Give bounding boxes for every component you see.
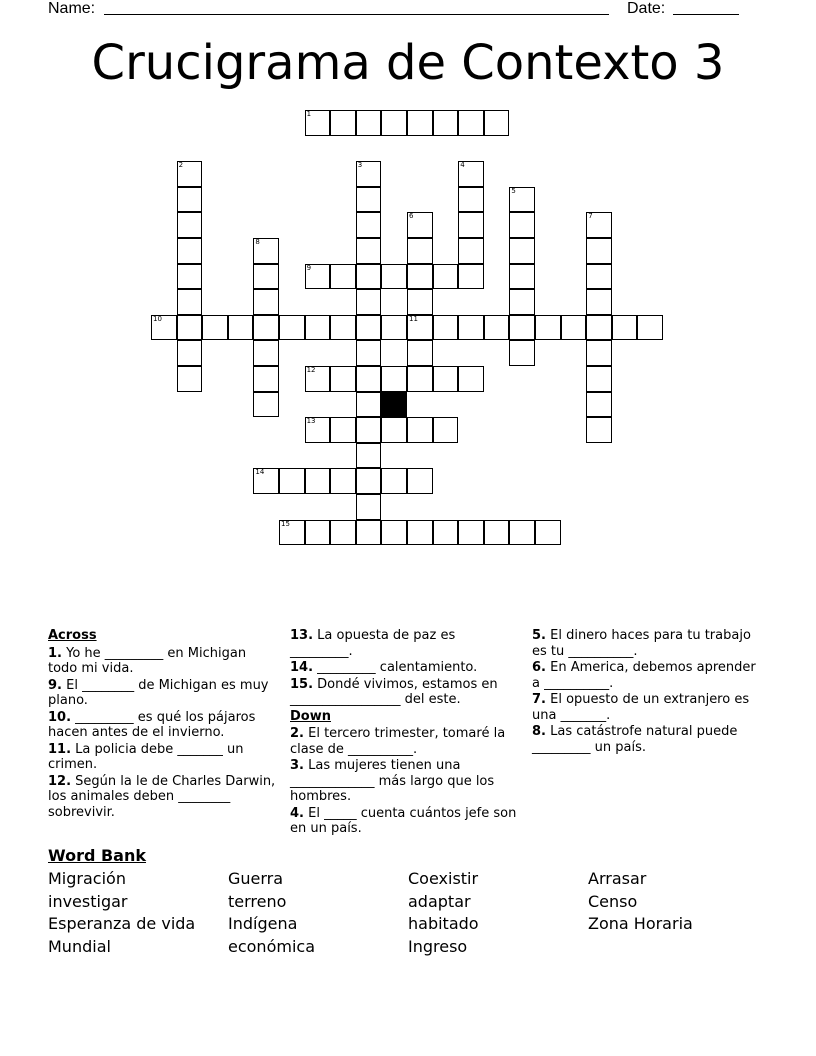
grid-cell[interactable]	[330, 417, 356, 443]
across-clue	[48, 710, 278, 741]
word-bank-word: investigar	[48, 891, 128, 911]
grid-cell[interactable]	[305, 315, 331, 341]
clue-text: El tercero trimester, tomaré la clase de __________.	[290, 726, 506, 757]
grid-cell[interactable]	[484, 110, 510, 136]
clue-text: En America, debemos aprender a __________.	[532, 660, 756, 691]
grid-cell[interactable]	[484, 520, 510, 546]
grid-cell[interactable]	[253, 366, 279, 392]
word-bank-word: económica	[228, 936, 315, 956]
grid-cell[interactable]	[586, 417, 612, 443]
grid-cell[interactable]	[458, 315, 484, 341]
word-bank-word: Arrasar	[588, 869, 647, 888]
word-bank-word: Migración	[48, 869, 126, 888]
grid-cell[interactable]	[407, 366, 433, 392]
grid-cell[interactable]	[381, 520, 407, 546]
grid-cell[interactable]	[330, 366, 356, 392]
grid-cell[interactable]	[305, 468, 331, 494]
grid-cell[interactable]	[586, 366, 612, 392]
clue-number: 1.	[48, 645, 62, 661]
grid-cell[interactable]	[356, 417, 382, 443]
word-bank-word: Coexistir	[408, 869, 479, 888]
grid-cell[interactable]	[458, 520, 484, 546]
grid-cell[interactable]	[484, 315, 510, 341]
grid-cell[interactable]	[509, 289, 535, 315]
word-bank	[48, 846, 768, 968]
grid-cell[interactable]	[356, 366, 382, 392]
clue-text: _________ es qué los pájaros hacen antes de el invierno.	[48, 709, 256, 740]
down-clue	[532, 692, 762, 723]
grid-cell[interactable]	[177, 187, 203, 213]
clue-text: El ________ de Michigan es muy plano.	[48, 677, 269, 708]
grid-cell[interactable]	[433, 520, 459, 546]
grid-cell[interactable]	[356, 494, 382, 520]
clue-number: 12	[306, 366, 316, 374]
black-cell	[381, 392, 407, 418]
grid-cell[interactable]	[509, 212, 535, 238]
grid-cell[interactable]	[509, 315, 535, 341]
clue-text: La policia debe _______ un crimen.	[48, 741, 244, 772]
clue-number: 2.	[290, 726, 304, 741]
grid-cell[interactable]	[356, 161, 382, 187]
grid-cell[interactable]	[253, 264, 279, 290]
date-label: Date:	[627, 0, 666, 17]
clue-number: 13.	[290, 628, 314, 643]
word-bank-word: habitado	[408, 914, 479, 933]
grid-cell[interactable]	[305, 366, 331, 392]
down-clue	[290, 758, 520, 805]
grid-cell[interactable]	[356, 238, 382, 264]
grid-cell[interactable]	[330, 110, 356, 136]
grid-cell[interactable]	[407, 289, 433, 315]
clue-text: Las mujeres tienen una _____________ más largo que los hombres.	[290, 758, 495, 804]
across-clue	[48, 742, 278, 773]
grid-cell[interactable]	[381, 315, 407, 341]
down-clue	[290, 806, 520, 837]
word-bank-word: Guerra	[228, 869, 284, 888]
clue-text: Según la le de Charles Darwin, los animales deben ________ sobrevivir.	[48, 773, 276, 820]
word-bank-grid	[48, 868, 768, 968]
word-bank-word: Mundial	[48, 936, 111, 956]
grid-cell[interactable]	[253, 340, 279, 366]
clue-number: 1	[306, 110, 312, 118]
grid-cell[interactable]	[228, 315, 254, 341]
grid-cell[interactable]	[279, 315, 305, 341]
grid-cell[interactable]	[177, 289, 203, 315]
grid-cell[interactable]	[458, 366, 484, 392]
clue-text: El opuesto de un extranjero es una _______.	[532, 692, 750, 723]
grid-cell[interactable]	[253, 238, 279, 264]
clues-column-3	[532, 628, 762, 756]
across-clue	[290, 628, 520, 659]
grid-cell[interactable]	[381, 468, 407, 494]
grid-cell[interactable]	[381, 366, 407, 392]
grid-cell[interactable]	[356, 289, 382, 315]
word-bank-word: Censo	[588, 891, 638, 911]
grid-cell[interactable]	[586, 212, 612, 238]
grid-cell[interactable]	[407, 264, 433, 290]
grid-cell[interactable]	[433, 417, 459, 443]
clue-number: 5	[511, 186, 516, 195]
grid-cell[interactable]	[356, 392, 382, 418]
clue-number: 12.	[48, 773, 72, 789]
grid-cell[interactable]	[407, 238, 433, 264]
grid-cell[interactable]	[509, 187, 535, 213]
grid-cell[interactable]	[458, 212, 484, 238]
clue-number: 15.	[290, 676, 314, 692]
word-bank-word: Esperanza de vida	[48, 914, 196, 933]
across-heading: Across	[48, 628, 97, 643]
grid-cell[interactable]	[202, 315, 228, 341]
grid-cell[interactable]	[458, 110, 484, 136]
down-heading: Down	[290, 708, 331, 724]
grid-cell[interactable]	[356, 212, 382, 238]
clue-text: El dinero haces para tu trabajo es tu __________.	[532, 628, 751, 659]
grid-cell[interactable]	[407, 212, 433, 238]
word-bank-column	[48, 868, 228, 958]
grid-cell[interactable]	[458, 238, 484, 264]
down-clue	[532, 724, 762, 755]
page-title: Crucigrama de Contexto 3	[91, 35, 725, 91]
word-bank-word: terreno	[228, 891, 287, 911]
grid-cell[interactable]	[330, 315, 356, 341]
clue-number: 5.	[532, 628, 546, 643]
grid-cell[interactable]	[279, 468, 305, 494]
clue-text: El _____ cuenta cuántos jefe son en un país.	[290, 805, 517, 836]
name-label: Name:	[48, 0, 96, 17]
clue-number: 7	[588, 212, 593, 221]
word-bank-column	[408, 868, 588, 958]
grid-cell[interactable]	[407, 417, 433, 443]
clue-text: La opuesta de paz es _________.	[290, 628, 456, 659]
across-clue	[48, 646, 278, 677]
clue-number: 6.	[532, 660, 546, 675]
grid-cell[interactable]	[509, 520, 535, 546]
grid-cell[interactable]	[433, 315, 459, 341]
clue-number: 14	[255, 468, 265, 477]
clue-number: 11	[409, 314, 418, 323]
grid-cell[interactable]	[279, 520, 305, 546]
clues-column-1	[48, 628, 278, 821]
grid-cell[interactable]	[305, 520, 331, 546]
grid-cell[interactable]	[177, 264, 203, 290]
grid-cell[interactable]	[407, 315, 433, 341]
clue-number: 7.	[532, 692, 546, 707]
across-clue	[48, 774, 278, 821]
clue-number: 10.	[48, 709, 72, 725]
grid-cell[interactable]	[509, 264, 535, 290]
grid-cell[interactable]	[407, 340, 433, 366]
grid-cell[interactable]	[356, 315, 382, 341]
grid-cell[interactable]	[586, 264, 612, 290]
grid-cell[interactable]	[433, 110, 459, 136]
grid-cell[interactable]	[433, 264, 459, 290]
grid-cell[interactable]	[458, 161, 484, 187]
across-clue	[48, 678, 278, 709]
word-bank-word: Ingreso	[408, 936, 468, 956]
clue-number: 3.	[290, 758, 304, 773]
grid-cell[interactable]	[586, 392, 612, 418]
grid-cell[interactable]	[612, 315, 638, 341]
down-clue	[532, 628, 762, 659]
word-bank-word: Indígena	[228, 914, 298, 933]
grid-cell[interactable]	[637, 315, 663, 341]
word-bank-word: Zona Horaria	[588, 914, 693, 933]
grid-cell[interactable]	[458, 264, 484, 290]
clue-text: _________ calentamiento.	[313, 660, 478, 675]
down-clue	[532, 660, 762, 691]
grid-cell[interactable]	[305, 264, 331, 290]
grid-cell[interactable]	[330, 264, 356, 290]
grid-cell[interactable]	[356, 187, 382, 213]
grid-cell[interactable]	[381, 264, 407, 290]
grid-cell[interactable]	[433, 366, 459, 392]
grid-cell[interactable]	[535, 315, 561, 341]
grid-cell[interactable]	[407, 520, 433, 546]
clue-number: 4	[460, 161, 465, 170]
grid-cell[interactable]	[151, 315, 177, 341]
grid-cell[interactable]	[177, 238, 203, 264]
word-bank-column	[588, 868, 768, 936]
word-bank-column	[228, 868, 408, 958]
grid-cell[interactable]	[509, 238, 535, 264]
clue-number: 8	[255, 238, 260, 246]
grid-cell[interactable]	[330, 468, 356, 494]
down-clue	[290, 726, 520, 757]
grid-cell[interactable]	[177, 161, 203, 187]
grid-cell[interactable]	[458, 187, 484, 213]
clue-text: Dondé vivimos, estamos en _________________ del este.	[290, 676, 498, 707]
clue-number: 9	[306, 263, 312, 272]
across-clue	[290, 677, 520, 708]
grid-cell[interactable]	[381, 417, 407, 443]
clue-number: 4.	[290, 805, 304, 821]
grid-cell[interactable]	[177, 340, 203, 366]
grid-cell[interactable]	[586, 315, 612, 341]
grid-cell[interactable]	[177, 315, 203, 341]
grid-cell[interactable]	[253, 392, 279, 418]
grid-cell[interactable]	[305, 110, 331, 136]
clue-number: 15	[281, 519, 290, 528]
grid-cell[interactable]	[535, 520, 561, 546]
across-clue	[290, 660, 520, 676]
clue-number: 6	[409, 212, 414, 221]
clue-number: 2	[178, 161, 184, 170]
clue-number: 8.	[532, 724, 546, 739]
grid-cell[interactable]	[356, 264, 382, 290]
grid-cell[interactable]	[305, 417, 331, 443]
clue-text: Las catástrofe natural puede _________ un país.	[532, 724, 738, 755]
grid-cell[interactable]	[407, 468, 433, 494]
grid-cell[interactable]	[586, 340, 612, 366]
clue-number: 3	[357, 161, 363, 170]
clues-column-2	[290, 628, 520, 838]
grid-cell[interactable]	[177, 366, 203, 392]
grid-cell[interactable]	[253, 289, 279, 315]
grid-cell[interactable]	[381, 110, 407, 136]
clue-number: 11.	[48, 741, 72, 757]
grid-cell[interactable]	[356, 468, 382, 494]
grid-cell[interactable]	[561, 315, 587, 341]
grid-cell[interactable]	[586, 289, 612, 315]
grid-cell[interactable]	[253, 315, 279, 341]
clue-number: 9.	[48, 677, 62, 693]
grid-cell[interactable]	[356, 340, 382, 366]
clue-text: Yo he _________ en Michigan todo mi vida.	[48, 645, 247, 676]
grid-cell[interactable]	[356, 110, 382, 136]
clue-number: 13	[306, 417, 316, 426]
grid-cell[interactable]	[330, 520, 356, 546]
grid-cell[interactable]	[356, 520, 382, 546]
grid-cell[interactable]	[586, 238, 612, 264]
grid-cell[interactable]	[407, 110, 433, 136]
word-bank-title: Word Bank	[48, 846, 147, 865]
grid-cell[interactable]	[253, 468, 279, 494]
word-bank-word: adaptar	[408, 891, 471, 911]
clue-number: 10	[153, 314, 162, 323]
clue-number: 14.	[290, 660, 314, 675]
grid-cell[interactable]	[509, 340, 535, 366]
grid-cell[interactable]	[177, 212, 203, 238]
grid-cell[interactable]	[356, 443, 382, 469]
